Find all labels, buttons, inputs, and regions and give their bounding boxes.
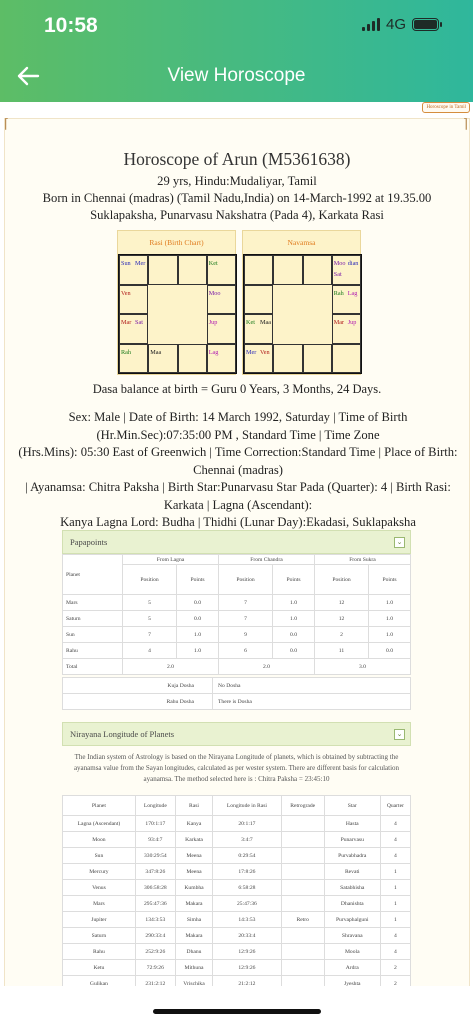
table-cell: 6 (218, 643, 272, 659)
chart-house (207, 314, 236, 344)
planet-label: Rah (121, 348, 131, 356)
chart-house (244, 255, 273, 285)
table-cell: 1.0 (177, 627, 219, 643)
chart-house (148, 344, 177, 374)
table-cell: 252:9:26 (135, 944, 175, 960)
chart-house (244, 285, 273, 315)
table-cell: 2 (380, 960, 410, 976)
table-cell: 3:4:7 (213, 832, 281, 848)
table-row (63, 643, 411, 659)
rasi-chart-title: Rasi (Birth Chart) (149, 238, 204, 247)
chart-house (332, 255, 361, 285)
sub-header: Position (314, 565, 368, 595)
status-icons (362, 16, 439, 33)
longitude-header-row (63, 796, 411, 816)
table-row (63, 611, 411, 627)
dosha-row (63, 694, 411, 710)
table-cell: Sun (63, 627, 123, 643)
planet-label: Lag (208, 348, 219, 356)
table-row (63, 960, 411, 976)
profile-line-1: 29 yrs, Hindu:Mudaliyar, Tamil (157, 174, 317, 188)
table-cell: Jyeshta (324, 976, 380, 987)
status-time: 10:58 (44, 14, 98, 37)
table-cell: 0.0 (177, 611, 219, 627)
table-cell: 25:47:36 (213, 896, 281, 912)
profile-line-2: Born in Chennai (madras) (Tamil Nadu,India) on 14-March-1992 at 19.35.00 (42, 191, 432, 205)
table-row (63, 976, 411, 987)
column-header: Planet (63, 796, 136, 816)
chart-house (148, 255, 177, 285)
table-row (63, 944, 411, 960)
table-cell: 7 (218, 611, 272, 627)
chart-house (332, 285, 361, 315)
table-cell: Kumbha (175, 880, 212, 896)
total-row (63, 659, 411, 675)
detail-line: | Ayanamsa: Chitra Paksha | Birth Star:Punarvasu Star Pada (Quarter): 4 | Birth Rasi: (25, 480, 451, 494)
table-cell (281, 848, 324, 864)
table-cell: 20:33:4 (213, 928, 281, 944)
table-cell: Moon (63, 832, 136, 848)
table-cell: 4 (123, 643, 177, 659)
collapse-icon[interactable]: ⌄ (394, 729, 405, 740)
table-cell: 1 (380, 912, 410, 928)
table-cell: 1 (380, 880, 410, 896)
planet-label: Ket (208, 260, 218, 267)
table-cell: Punarvasu (324, 832, 380, 848)
table-cell: Makara (175, 896, 212, 912)
home-indicator[interactable] (153, 1009, 321, 1014)
table-cell: 0.0 (273, 643, 315, 659)
table-cell: 7 (218, 595, 272, 611)
dosha-value: No Dosha (213, 678, 411, 694)
chart-house (303, 344, 332, 374)
app-header (0, 0, 473, 102)
table-cell: 14:3:53 (213, 912, 281, 928)
column-header: Retrograde (281, 796, 324, 816)
table-row (63, 816, 411, 832)
table-cell: 72:9:26 (135, 960, 175, 976)
table-cell (281, 928, 324, 944)
table-row (63, 912, 411, 928)
table-cell: Revati (324, 864, 380, 880)
detail-line: Kanya Lagna Lord: Budha | Thidhi (Lunar Day):Ekadasi, Suklapaksha (60, 515, 416, 529)
table-cell: 5 (123, 595, 177, 611)
table-cell: 5 (123, 611, 177, 627)
table-cell: Venus (63, 880, 136, 896)
table-cell: 1 (380, 864, 410, 880)
table-row (63, 627, 411, 643)
table-cell: Meena (175, 848, 212, 864)
sub-header: Points (273, 565, 315, 595)
table-cell: 6:58:28 (213, 880, 281, 896)
table-cell: Sun (63, 848, 136, 864)
horoscope-title (5, 149, 469, 170)
chart-house (178, 344, 207, 374)
planet-label: Mar (121, 319, 132, 326)
dosha-label: Rahu Dosha (63, 694, 213, 710)
total-value: 3.0 (314, 659, 410, 675)
papapoints-table (62, 554, 411, 675)
table-cell: Purvaphalguni (324, 912, 380, 928)
dosha-row (63, 678, 411, 694)
planet-label: dian (347, 260, 359, 267)
dosha-value: There is Dosha (213, 694, 411, 710)
table-cell: Rahu (63, 944, 136, 960)
table-cell: Shravana (324, 928, 380, 944)
table-cell: 11 (314, 643, 368, 659)
planet-label: Moo (333, 260, 346, 267)
table-cell (281, 880, 324, 896)
table-cell: Meena (175, 864, 212, 880)
table-cell: Saturn (63, 611, 123, 627)
horoscope-content[interactable] (0, 102, 473, 986)
table-cell: 1 (380, 896, 410, 912)
sub-header: Position (123, 565, 177, 595)
table-cell: Mars (63, 595, 123, 611)
table-cell: 4 (380, 832, 410, 848)
table-cell: 295:47:36 (135, 896, 175, 912)
person-name: Arun (M5361638) (221, 149, 351, 169)
table-cell: 1.0 (369, 627, 411, 643)
sub-header: Points (369, 565, 411, 595)
planet-label: Sat (135, 319, 143, 326)
planet-label: Jup (208, 319, 218, 326)
table-cell (281, 976, 324, 987)
table-cell (281, 832, 324, 848)
papapoints-header[interactable] (62, 530, 411, 554)
collapse-icon[interactable]: ⌄ (394, 537, 405, 548)
table-cell: Gulikan (63, 976, 136, 987)
battery-icon (412, 18, 439, 31)
table-cell: 134:3:53 (135, 912, 175, 928)
total-value: 2.0 (123, 659, 219, 675)
chart-house (207, 344, 236, 374)
total-value: 2.0 (218, 659, 314, 675)
longitude-title: Nirayana Longitude of Planets (70, 729, 175, 739)
detail-line: Karkata | Lagna (Ascendant): (163, 497, 313, 512)
table-cell: 1.0 (369, 611, 411, 627)
detail-line: Sex: Male | Date of Birth: 14 March 1992, Saturday | Time of Birth (68, 410, 408, 424)
table-cell (281, 864, 324, 880)
table-cell: Ketu (63, 960, 136, 976)
navamsa-chart (242, 230, 361, 375)
table-cell: Lagna (Ascendant) (63, 816, 136, 832)
sub-header: Points (177, 565, 219, 595)
table-cell: Mercury (63, 864, 136, 880)
longitude-panel (62, 722, 411, 986)
table-cell: 21:2:12 (213, 976, 281, 987)
longitude-note: The Indian system of Astrology is based on the Nirayana Longitude of planets, which is obtained by subtracting the ayanamsa value from the Sayan longitudes, calculated as per wester system. There are different basis for calculation ayanamsa. The method selected here is : Chitra Paksha = 23:45:10 (73, 753, 400, 783)
planet-label: Jup (347, 319, 357, 326)
planet-label: Ket (246, 319, 255, 326)
planet-label: Rah (333, 289, 344, 297)
chart-house (207, 255, 236, 285)
corner-ornament-icon: ⌉ (462, 117, 468, 132)
table-row (63, 595, 411, 611)
corner-ornament-icon: ⌈ (4, 117, 10, 132)
total-label: Total (63, 659, 123, 675)
table-row (63, 832, 411, 848)
chart-house (119, 314, 148, 344)
table-cell: Saturn (63, 928, 136, 944)
table-cell: 93:4:7 (135, 832, 175, 848)
network-type: 4G (385, 16, 406, 33)
table-cell (281, 816, 324, 832)
chart-house (303, 255, 332, 285)
table-cell: 330:29:54 (135, 848, 175, 864)
table-cell: Moola (324, 944, 380, 960)
chart-house (178, 255, 207, 285)
navamsa-grid (243, 254, 362, 374)
table-row (63, 928, 411, 944)
table-cell: Dhanu (175, 944, 212, 960)
planet-label: Lag (347, 289, 358, 297)
table-cell: Simha (175, 912, 212, 928)
planet-label: Maa (150, 348, 162, 356)
table-cell: 290:33:4 (135, 928, 175, 944)
planet-label: Mer (135, 260, 146, 267)
table-cell: Ardra (324, 960, 380, 976)
table-cell: Karkata (175, 832, 212, 848)
chart-house (244, 344, 273, 374)
table-cell: Jupiter (63, 912, 136, 928)
table-cell: 0:29:54 (213, 848, 281, 864)
planet-label: Mar (333, 319, 345, 326)
longitude-header[interactable] (62, 722, 411, 746)
rasi-chart (117, 230, 236, 375)
table-cell: 306:58:28 (135, 880, 175, 896)
table-cell: 12 (314, 595, 368, 611)
dosha-label: Kuja Dosha (63, 678, 213, 694)
site-logo: Horoscope in Tamil (422, 102, 470, 113)
table-cell: 1.0 (177, 643, 219, 659)
table-cell: Hasta (324, 816, 380, 832)
table-cell: 1.0 (369, 595, 411, 611)
sub-header: Position (218, 565, 272, 595)
chart-house (332, 344, 361, 374)
detail-line: (Hrs.Mins): 05:30 East of Greenwich | Time Correction:Standard Time | Place of Birth: (18, 445, 458, 459)
table-cell: Mars (63, 896, 136, 912)
chart-house (244, 314, 273, 344)
table-cell: 170:1:17 (135, 816, 175, 832)
group-header: From Lagna (123, 555, 219, 565)
planet-label: Mer (246, 348, 257, 356)
table-cell: 347:8:26 (135, 864, 175, 880)
table-cell: 12:9:26 (213, 960, 281, 976)
table-row (63, 880, 411, 896)
detail-line: Chennai (madras) (193, 462, 283, 477)
chart-house (273, 344, 302, 374)
table-cell: 1.0 (273, 611, 315, 627)
table-cell: 12 (314, 611, 368, 627)
table-cell: 231:2:12 (135, 976, 175, 987)
table-cell: Satabhisha (324, 880, 380, 896)
chart-house (119, 285, 148, 315)
table-cell: 1.0 (273, 595, 315, 611)
table-cell: 2 (314, 627, 368, 643)
table-cell: Rahu (63, 643, 123, 659)
group-header: From Sukra (314, 555, 410, 565)
planet-label: Moo (208, 289, 221, 297)
planet-label: Sun (121, 260, 131, 267)
group-header: From Chandra (218, 555, 314, 565)
column-header: Star (324, 796, 380, 816)
table-cell: 17:8:26 (213, 864, 281, 880)
table-cell: 9 (218, 627, 272, 643)
table-cell: 12:9:26 (213, 944, 281, 960)
table-cell (281, 896, 324, 912)
birth-details (13, 409, 463, 532)
profile-line-3: Suklapaksha, Punarvasu Nakshatra (Pada 4), Karkata Rasi (90, 208, 384, 222)
chart-house (273, 255, 302, 285)
chart-house (119, 344, 148, 374)
table-cell: 4 (380, 928, 410, 944)
column-header: Longitude in Rasi (213, 796, 281, 816)
planet-label: Ven (121, 289, 131, 297)
title-prefix: Horoscope of (123, 149, 219, 169)
table-cell: 4 (380, 848, 410, 864)
table-cell (281, 944, 324, 960)
table-row (63, 864, 411, 880)
table-cell: Kanya (175, 816, 212, 832)
dosha-table (62, 677, 411, 710)
table-cell (281, 960, 324, 976)
table-cell: 4 (380, 816, 410, 832)
detail-line: (Hr.Min.Sec):07:35:00 PM , Standard Time | Time Zone (96, 427, 380, 442)
table-cell: 0.0 (177, 595, 219, 611)
planet-label: Sat (333, 271, 342, 278)
table-cell: 2 (380, 976, 410, 987)
table-cell: 20:1:17 (213, 816, 281, 832)
papapoints-panel (62, 530, 411, 710)
chart-house (119, 255, 148, 285)
page-title: View Horoscope (167, 65, 306, 86)
table-row (63, 848, 411, 864)
table-cell: Makara (175, 928, 212, 944)
table-cell: Retro (281, 912, 324, 928)
chart-house (207, 285, 236, 315)
planet-label: Ven (260, 348, 270, 356)
column-header: Longitude (135, 796, 175, 816)
column-header: Quarter (380, 796, 410, 816)
dasa-balance: Dasa balance at birth = Guru 0 Years, 3 Months, 24 Days. (92, 382, 382, 396)
table-cell: 7 (123, 627, 177, 643)
navamsa-chart-title: Navamsa (287, 238, 316, 247)
chart-house (332, 314, 361, 344)
table-cell: 0.0 (369, 643, 411, 659)
table-cell: 4 (380, 944, 410, 960)
table-cell: 0.0 (273, 627, 315, 643)
table-row (63, 896, 411, 912)
planet-label: Maa (260, 319, 271, 326)
papapoints-title: Papapoints (70, 537, 108, 547)
longitude-table (62, 795, 411, 986)
rasi-grid (118, 254, 237, 374)
table-cell: Mithuna (175, 960, 212, 976)
table-cell: Vrischika (175, 976, 212, 987)
table-cell: Purvabhadra (324, 848, 380, 864)
signal-icon (362, 18, 380, 31)
table-cell: Dhanishta (324, 896, 380, 912)
col-planet: Planet (63, 555, 123, 595)
column-header: Rasi (175, 796, 212, 816)
